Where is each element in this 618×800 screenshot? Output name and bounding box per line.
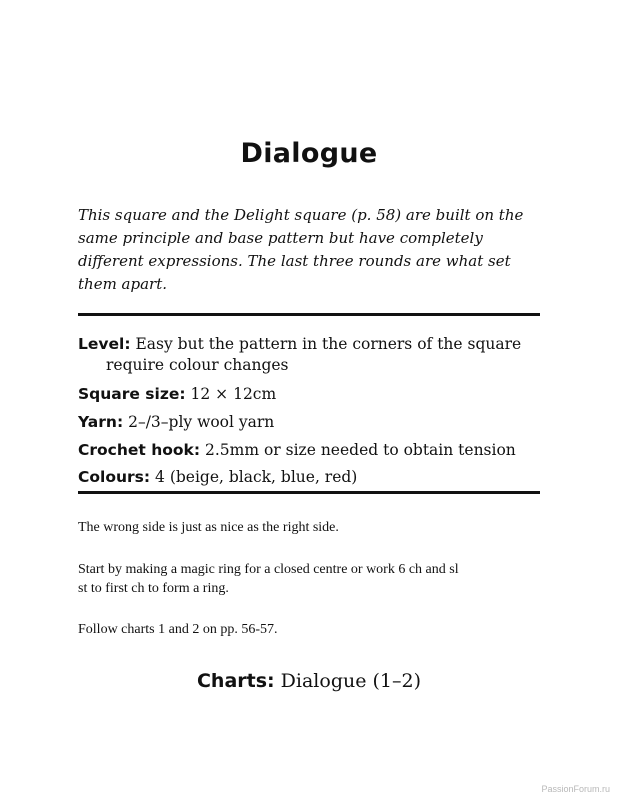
page-title: Dialogue — [240, 138, 378, 169]
spec-level-value-line1: Easy but the pattern in the corners of the square — [135, 335, 522, 353]
spec-level-label: Level: — [78, 335, 131, 353]
spec-square-size-value: 12 × 12cm — [190, 385, 277, 403]
paragraph-follow-charts: Follow charts 1 and 2 on pp. 56-57. — [78, 622, 278, 637]
spec-square-size-label: Square size: — [78, 385, 186, 403]
spec-crochet-hook-label: Crochet hook: — [78, 441, 201, 459]
paragraph-start-line2: st to first ch to form a ring. — [78, 581, 229, 596]
spec-yarn — [78, 412, 548, 433]
charts-label: Charts: — [196, 670, 275, 692]
paragraph-start-line1: Start by making a magic ring for a closed centre or work 6 ch and sl — [78, 562, 459, 577]
spec-square-size — [78, 384, 548, 405]
top-divider — [78, 313, 540, 316]
spec-colours-label: Colours: — [78, 468, 151, 486]
bottom-divider — [78, 491, 540, 494]
spec-yarn-label: Yarn: — [78, 413, 124, 431]
spec-colours-value: 4 (beige, black, blue, red) — [155, 468, 358, 486]
paragraph-wrong-side: The wrong side is just as nice as the right side. — [78, 520, 339, 535]
intro-paragraph: This square and the Delight square (p. 58) are built on the same principle and base pattern but have completely different expressions. The last three rounds are what set them apart. — [78, 206, 524, 293]
spec-level-value-line2: require colour changes — [106, 356, 289, 374]
paragraph-start — [78, 560, 548, 598]
charts-reference — [0, 670, 618, 692]
spec-yarn-value: 2–/3–ply wool yarn — [128, 413, 275, 431]
spec-crochet-hook-value: 2.5mm or size needed to obtain tension — [205, 441, 516, 459]
spec-colours — [78, 467, 548, 488]
spec-level — [78, 334, 548, 376]
charts-value: Dialogue (1–2) — [280, 670, 422, 692]
spec-crochet-hook — [78, 440, 548, 461]
watermark: PassionForum.ru — [541, 784, 610, 794]
